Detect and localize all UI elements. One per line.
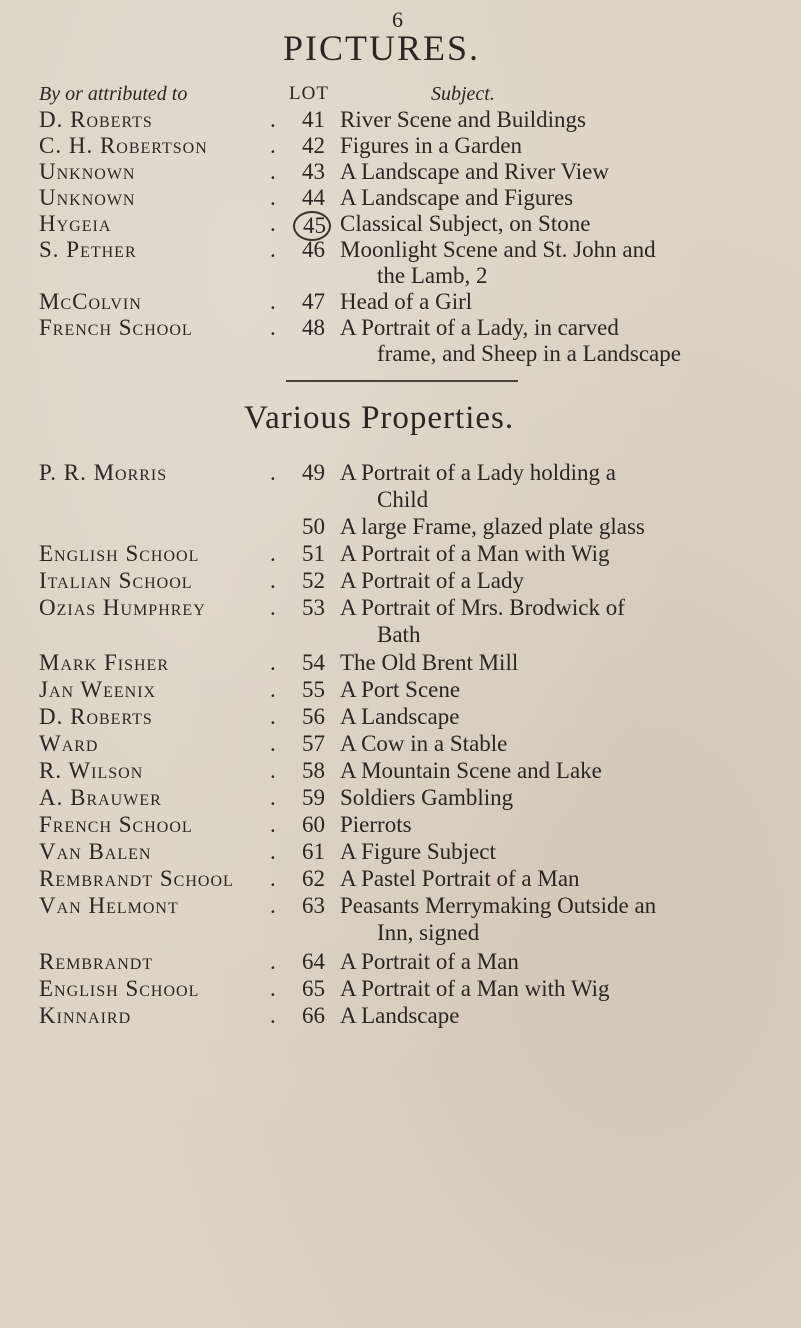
subject-text: A Landscape and River View (340, 159, 610, 184)
artist-name: Ward (39, 731, 99, 756)
artist-name: D. Roberts (39, 704, 153, 729)
lot-number: 54 (302, 650, 325, 675)
artist-name: S. Pether (39, 237, 137, 262)
lot-number: 56 (302, 704, 325, 729)
list-item (0, 812, 801, 842)
lot-number: 51 (302, 541, 325, 566)
lot-number: 45 (293, 211, 331, 241)
lot-number: 50 (302, 514, 325, 539)
subject-text: A Figure Subject (340, 839, 496, 864)
subject-continuation: Inn, signed (377, 920, 480, 945)
list-item (0, 677, 801, 707)
list-item (0, 1003, 801, 1033)
leader-dots: . (270, 976, 276, 1001)
subject-text: A large Frame, glazed plate glass (340, 514, 645, 539)
subject-text: A Portrait of a Man (340, 949, 519, 974)
subject-text: The Old Brent Mill (340, 650, 519, 675)
list-item (0, 839, 801, 869)
leader-dots: . (270, 839, 276, 864)
subject-continuation: Child (377, 487, 429, 512)
list-item (0, 650, 801, 680)
lot-number: 59 (302, 785, 325, 810)
leader-dots: . (270, 185, 276, 210)
lot-number: 52 (302, 568, 325, 593)
list-item-continuation (0, 622, 801, 652)
artist-name: Hygeia (39, 211, 112, 236)
lot-number: 62 (302, 866, 325, 891)
artist-name: English School (39, 976, 200, 1001)
subject-text: Classical Subject, on Stone (340, 211, 591, 236)
subject-text: A Landscape (340, 704, 460, 729)
artist-name: Rembrandt School (39, 866, 234, 891)
subject-text: A Portrait of a Lady, in carved (340, 315, 619, 340)
artist-name: P. R. Morris (39, 460, 168, 485)
artist-name: French School (39, 315, 193, 340)
artist-name: R. Wilson (39, 758, 144, 783)
leader-dots: . (270, 758, 276, 783)
leader-dots: . (270, 949, 276, 974)
artist-name: Van Helmont (39, 893, 179, 918)
lot-number: 49 (302, 460, 325, 485)
artist-name: Ozias Humphrey (39, 595, 206, 620)
leader-dots: . (270, 731, 276, 756)
list-item-continuation (0, 487, 801, 517)
artist-name: Unknown (39, 185, 136, 210)
subject-text: A Portrait of a Lady holding a (340, 460, 616, 485)
leader-dots: . (270, 211, 276, 236)
subject-text: A Mountain Scene and Lake (340, 758, 602, 783)
subject-continuation: the Lamb, 2 (377, 263, 488, 288)
subject-text: A Port Scene (340, 677, 461, 702)
artist-name: Italian School (39, 568, 193, 593)
subject-text: River Scene and Buildings (340, 107, 586, 132)
list-item (0, 460, 801, 490)
artist-name: Jan Weenix (39, 677, 157, 702)
lot-number: 46 (302, 237, 325, 262)
lot-number: 65 (302, 976, 325, 1001)
subject-text: A Pastel Portrait of a Man (340, 866, 580, 891)
lot-number: 64 (302, 949, 325, 974)
list-item (0, 949, 801, 979)
subject-column-header: Subject. (431, 83, 495, 105)
various-properties-heading: Various Properties. (244, 400, 515, 436)
leader-dots: . (270, 1003, 276, 1028)
leader-dots: . (270, 568, 276, 593)
section-divider (286, 380, 518, 382)
artist-name: Rembrandt (39, 949, 154, 974)
lot-number: 55 (302, 677, 325, 702)
subject-text: Peasants Merrymaking Outside an (340, 893, 657, 918)
artist-name: French School (39, 812, 193, 837)
artist-name: McColvin (39, 289, 142, 314)
subject-text: A Cow in a Stable (340, 731, 508, 756)
subject-text: A Landscape (340, 1003, 460, 1028)
artist-name: Mark Fisher (39, 650, 169, 675)
artist-name: Kinnaird (39, 1003, 132, 1028)
lot-number: 61 (302, 839, 325, 864)
leader-dots: . (270, 677, 276, 702)
leader-dots: . (270, 812, 276, 837)
artist-name: Van Balen (39, 839, 152, 864)
list-item (0, 785, 801, 815)
subject-continuation: frame, and Sheep in a Landscape (377, 341, 681, 366)
subject-text: Head of a Girl (340, 289, 473, 314)
leader-dots: . (270, 133, 276, 158)
leader-dots: . (270, 785, 276, 810)
lot-number: 42 (302, 133, 325, 158)
list-item (0, 758, 801, 788)
page-number: 6 (392, 7, 403, 32)
lot-number: 66 (302, 1003, 325, 1028)
leader-dots: . (270, 704, 276, 729)
subject-text: Soldiers Gambling (340, 785, 514, 810)
lot-number: 57 (302, 731, 325, 756)
lot-number: 60 (302, 812, 325, 837)
lot-number: 44 (302, 185, 325, 210)
leader-dots: . (270, 315, 276, 340)
subject-text: Figures in a Garden (340, 133, 523, 158)
leader-dots: . (270, 289, 276, 314)
leader-dots: . (270, 107, 276, 132)
lot-number: 53 (302, 595, 325, 620)
lot-number: 63 (302, 893, 325, 918)
list-item (0, 866, 801, 896)
lot-number: 58 (302, 758, 325, 783)
artist-name: D. Roberts (39, 107, 153, 132)
leader-dots: . (270, 893, 276, 918)
leader-dots: . (270, 595, 276, 620)
leader-dots: . (270, 650, 276, 675)
list-item (0, 568, 801, 598)
list-item (0, 541, 801, 571)
subject-text: A Portrait of a Lady (340, 568, 524, 593)
leader-dots: . (270, 237, 276, 262)
lot-column-header: LOT (289, 83, 329, 104)
lot-number: 41 (302, 107, 325, 132)
artist-column-header: By or attributed to (39, 83, 188, 105)
leader-dots: . (270, 866, 276, 891)
artist-name: English School (39, 541, 200, 566)
list-item-continuation (0, 341, 801, 371)
list-item (0, 731, 801, 761)
lot-number: 47 (302, 289, 325, 314)
pictures-heading: PICTURES. (283, 28, 481, 68)
list-item (0, 514, 801, 544)
subject-text: Pierrots (340, 812, 412, 837)
subject-text: A Portrait of a Man with Wig (340, 541, 610, 566)
subject-text: Moonlight Scene and St. John and (340, 237, 656, 262)
list-item (0, 595, 801, 625)
list-item (0, 893, 801, 923)
list-item (0, 976, 801, 1006)
lot-number: 48 (302, 315, 325, 340)
artist-name: Unknown (39, 159, 136, 184)
subject-continuation: Bath (377, 622, 421, 647)
artist-name: C. H. Robertson (39, 133, 208, 158)
subject-text: A Portrait of Mrs. Brodwick of (340, 595, 625, 620)
subject-text: A Landscape and Figures (340, 185, 574, 210)
subject-text: A Portrait of a Man with Wig (340, 976, 610, 1001)
artist-name: A. Brauwer (39, 785, 162, 810)
list-item (0, 704, 801, 734)
leader-dots: . (270, 460, 276, 485)
leader-dots: . (270, 159, 276, 184)
list-item-continuation (0, 920, 801, 950)
leader-dots: . (270, 541, 276, 566)
lot-number: 43 (302, 159, 325, 184)
